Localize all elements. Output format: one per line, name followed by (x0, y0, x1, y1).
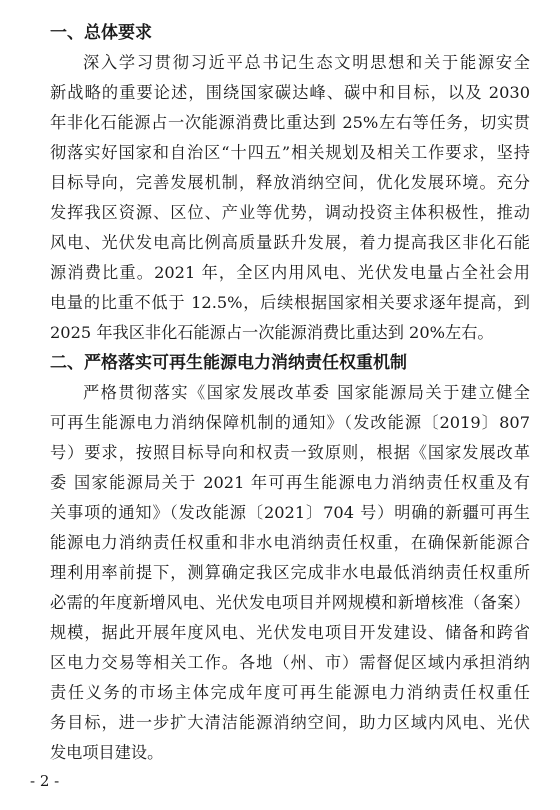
paragraph-line: 委 国家能源局关于 2021 年可再生能源电力消纳责任权重及有 (50, 473, 530, 492)
paragraph-line: 必需的年度新增风电、光伏发电项目并网规模和新增核准（备案） (50, 593, 530, 612)
paragraph-line: 严格贯彻落实《国家发展改革委 国家能源局关于建立健全 (83, 383, 530, 402)
paragraph-line: 责任义务的市场主体完成年度可再生能源电力消纳责任权重任 (50, 683, 530, 702)
paragraph-line: 发挥我区资源、区位、产业等优势，调动投资主体积极性，推动 (50, 203, 530, 222)
page-number: - 2 - (30, 772, 60, 790)
paragraph-line: 关事项的通知》（发改能源〔2021〕704 号）明确的新疆可再生 (50, 503, 530, 522)
section-2-heading: 二、严格落实可再生能源电力消纳责任权重机制 (50, 353, 407, 373)
document-page (50, 18, 530, 768)
paragraph-line: 2025 年我区非化石能源占一次能源消费比重达到 20%左右。 (50, 323, 494, 342)
paragraph-line: 理利用率前提下，测算确定我区完成非水电最低消纳责任权重所 (50, 563, 530, 582)
paragraph-line: 能源电力消纳责任权重和非水电消纳责任权重，在确保新能源合 (50, 533, 530, 552)
section-1-heading: 一、总体要求 (50, 23, 152, 43)
paragraph-line: 风电、光伏发电高比例高质量跃升发展，着力提高我区非化石能 (50, 233, 530, 252)
paragraph-line: 电量的比重不低于 12.5%，后续根据国家相关要求逐年提高，到 (50, 293, 530, 312)
paragraph-line: 深入学习贯彻习近平总书记生态文明思想和关于能源安全 (83, 53, 530, 72)
paragraph-line: 区电力交易等相关工作。各地（州、市）需督促区域内承担消纳 (50, 653, 530, 672)
paragraph-line: 可再生能源电力消纳保障机制的通知》（发改能源〔2019〕807 (50, 413, 530, 432)
section-1-body (50, 48, 530, 348)
paragraph-line: 发电项目建设。 (50, 743, 164, 762)
paragraph-line: 目标导向，完善发展机制，释放消纳空间，优化发展环境。充分 (50, 173, 530, 192)
paragraph-line: 彻落实好国家和自治区“十四五”相关规划及相关工作要求，坚持 (50, 143, 530, 162)
paragraph-line: 年非化石能源占一次能源消费比重达到 25%左右等任务，切实贯 (50, 113, 530, 132)
section-2-body (50, 378, 530, 768)
paragraph-line: 务目标，进一步扩大清洁能源消纳空间，助力区域内风电、光伏 (50, 713, 530, 732)
paragraph-line: 源消费比重。2021 年，全区内用风电、光伏发电量占全社会用 (50, 263, 530, 282)
paragraph-line: 新战略的重要论述，围绕国家碳达峰、碳中和目标，以及 2030 (50, 83, 530, 102)
paragraph-line: 规模，据此开展年度风电、光伏发电项目开发建设、储备和跨省 (50, 623, 530, 642)
paragraph-line: 号）要求，按照目标导向和权责一致原则，根据《国家发展改革 (50, 443, 530, 462)
